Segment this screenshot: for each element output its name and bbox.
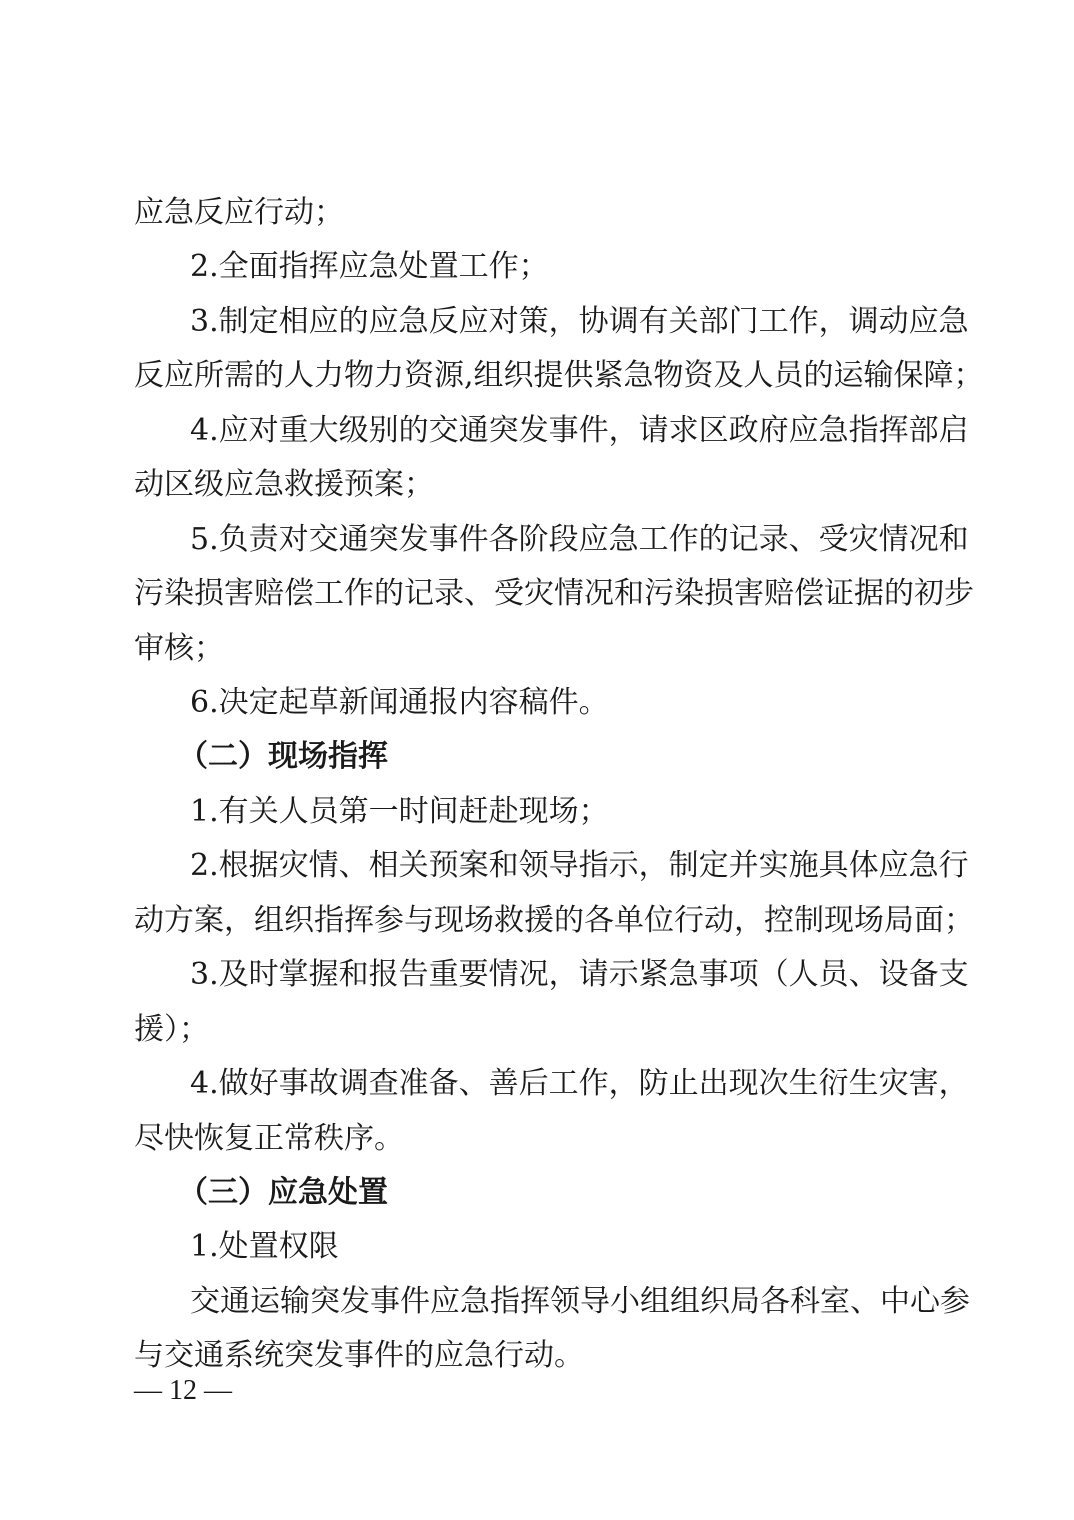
paragraph-line: 4.做好事故调查准备、善后工作，防止出现次生衍生灾害， [190, 1066, 969, 1101]
paragraph-line: 3.制定相应的应急反应对策，协调有关部门工作，调动应急 [190, 304, 969, 339]
paragraph-line: 尽快恢复正常秩序。 [134, 1121, 404, 1156]
page-number: — 12 — [134, 1375, 232, 1406]
paragraph-line: 1.有关人员第一时间赶赴现场； [190, 794, 609, 829]
paragraph-line: 6.决定起草新闻通报内容稿件。 [190, 685, 609, 720]
paragraph-line: 审核； [134, 631, 224, 666]
paragraph-line: 污染损害赔偿工作的记录、受灾情况和污染损害赔偿证据的初步 [134, 576, 974, 611]
paragraph-line: 交通运输突发事件应急指挥领导小组组织局各科室、中心参 [190, 1284, 970, 1319]
paragraph-line: 4.应对重大级别的交通突发事件，请求区政府应急指挥部启 [190, 413, 969, 448]
paragraph-line: 5.负责对交通突发事件各阶段应急工作的记录、受灾情况和 [190, 522, 969, 557]
paragraph-line: 应急反应行动； [134, 195, 344, 230]
paragraph-line: 2.根据灾情、相关预案和领导指示，制定并实施具体应急行 [190, 848, 969, 883]
section-heading: （二）现场指挥 [178, 739, 388, 774]
section-heading: （三）应急处置 [178, 1175, 388, 1210]
paragraph-line: 动方案，组织指挥参与现场救援的各单位行动，控制现场局面； [134, 903, 974, 938]
paragraph-line: 援）； [134, 1012, 209, 1047]
paragraph-line: 2.全面指挥应急处置工作； [190, 249, 549, 284]
paragraph-line: 3.及时掌握和报告重要情况，请示紧急事项（人员、设备支 [190, 957, 969, 992]
paragraph-line: 动区级应急救援预案； [134, 467, 434, 502]
paragraph-line: 1.处置权限 [190, 1229, 339, 1264]
paragraph-line: 与交通系统突发事件的应急行动。 [134, 1338, 584, 1373]
paragraph-line: 反应所需的人力物力资源,组织提供紧急物资及人员的运输保障； [134, 358, 984, 393]
